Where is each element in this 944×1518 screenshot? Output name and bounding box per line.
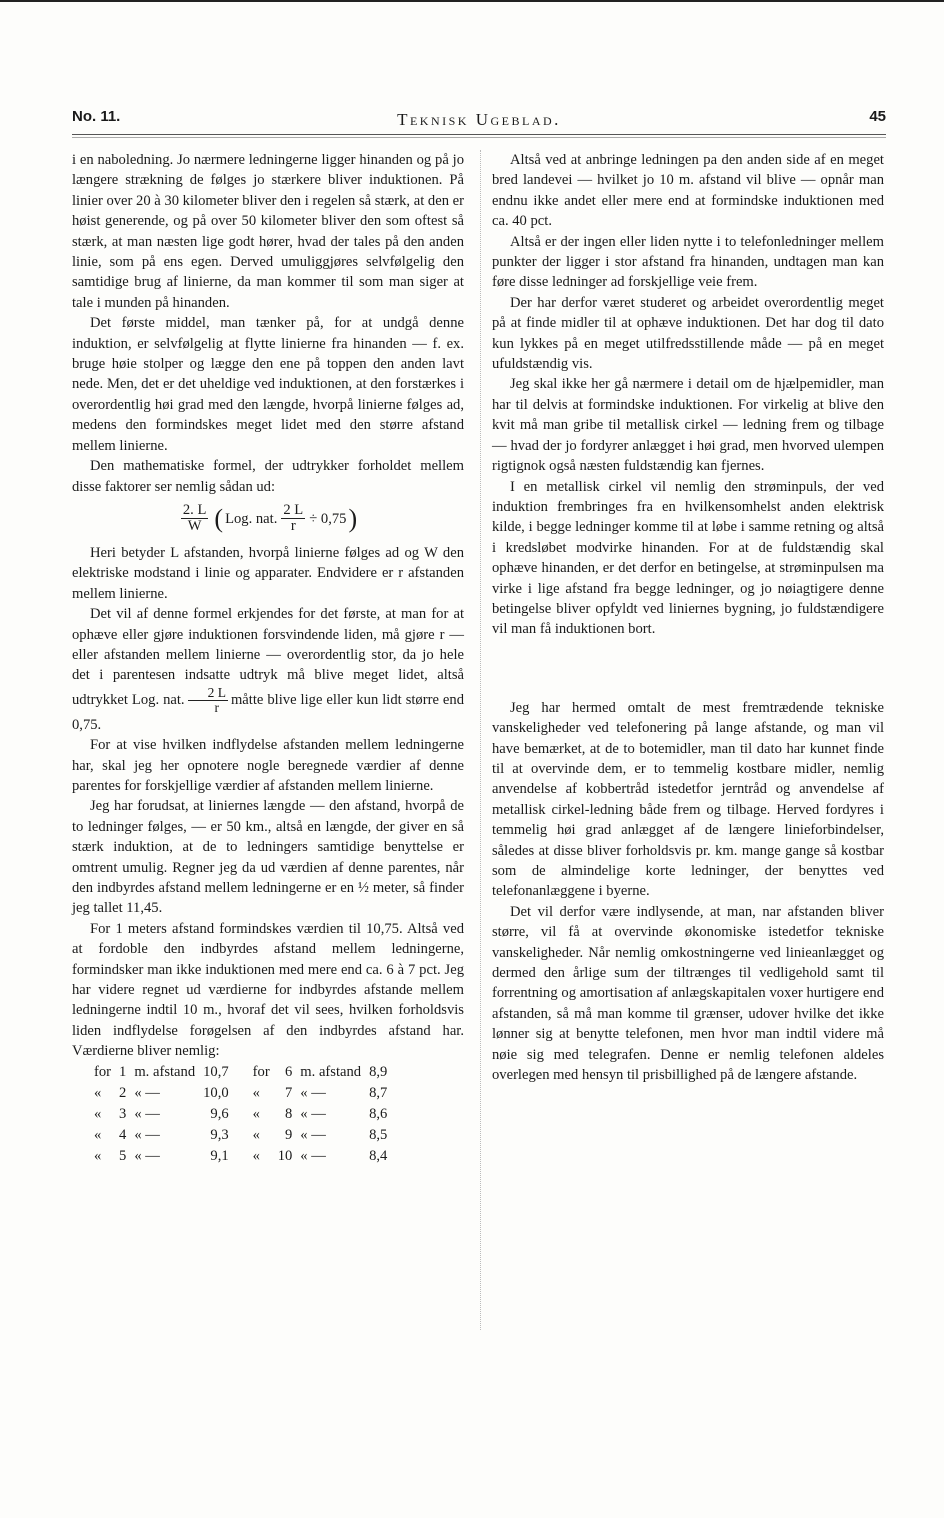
paragraph: Det første middel, man tænker på, for at undgå denne induktion, er selvfølgelig at flytte linierne fra hinanden — f. ex. bruge høie stolper og lægge den ene på toppen den anden lavt nede. Men, det er det uheldige ved induktionen, at den forstærkes i overordentlig høi grad med den længde, hvorpå linierne følges ad, medens den formindskes meget lidet med den større afstand mellem linierne.	[72, 315, 464, 454]
table-cell: « —	[300, 1084, 326, 1101]
table-cell: 2	[119, 1084, 127, 1101]
paragraph: i en naboledning. Jo nærmere ledningerne ligger hinanden og på jo længere strækning de følges jo stærkere bliver induktionen. På linier over 20 à 30 kilometer bliver den i regelen så stærk, at den er høist generende, og på over 50 kilometer bliver den som oftest så stærk, at man næsten lige godt hører, hvad der tales på den anden linie, som på ens egen. Derved umuliggjøres selvfølgelig den samtidige brug af linierne, da man kommer til som man siger at tale i munden på hinanden.	[72, 152, 464, 311]
table-row	[90, 1083, 391, 1104]
table-cell: 7	[285, 1084, 293, 1101]
section-gap	[492, 640, 884, 698]
header-rule	[72, 134, 886, 138]
inline-fraction: $\frac{2 L}{r}$	[188, 686, 228, 715]
table-cell: « —	[134, 1126, 160, 1143]
table-row	[90, 1125, 391, 1146]
table-cell: «	[252, 1105, 260, 1122]
table-cell: 8,7	[369, 1084, 388, 1101]
table-cell: 9,3	[210, 1126, 229, 1143]
page-header	[72, 106, 886, 134]
paragraph: Altså er der ingen eller liden nytte i to telefonledninger mellem punkter der ligger i stor afstand fra hinanden, undtagen man kan føre disse ledninger ad forskjellige veie frem.	[492, 233, 884, 291]
paragraph: Jeg har forudsat, at liniernes længde — den afstand, hvorpå de to ledninger følges, — er 50 km., altså en længde, der giver en så stærk induktion, at de to ledningers samtidige benyttelse er omtrent umulig. Regner jeg da ud værdien af denne parentes, når den indbyrdes afstand mellem ledningerne er en ½ meter, så finder jeg tallet 11,45.	[72, 798, 464, 917]
table-row	[90, 1146, 391, 1167]
paragraph: Jeg skal ikke her gå nærmere i detail om de hjælpemidler, man har til delvis at formindske induktionen. For virkelig at blive den kvit må man gribe til metallisk cirkel — ledning frem og tilbage — hvad der jo fordyrer anlægget i høi grad, men hvorved ulempen rigtignok også næsten fuldstændig kan fjernes.	[492, 376, 884, 475]
paragraph: For at vise hvilken indflydelse afstanden mellem ledningerne har, skal jeg her opnotere nogle beregnede værdier af denne parentes for forskjellige værdier af afstanden mellem linierne.	[72, 737, 464, 794]
right-column	[492, 150, 884, 1085]
table-cell: « —	[134, 1147, 160, 1164]
induction-formula	[72, 499, 464, 539]
paragraph: Det vil derfor være indlysende, at man, nar afstanden bliver større, vil få at overvinde økonomiske istedetfor tekniske vanskeligheder. Når nemlig omkostningerne ved linieanlægget og dermed den årlige sum der tiltrænges til vedligehold samt til forrentning og amortisation af anlægskapitalen voxer hurtigere end afstanden, så må man komme til grænser, udover hvilke det ikke lønner sig at benytte telefonen, men hvor man indtil videre må nøie sig med telegrafen. Denne er nemlig telefonen aldeles overlegen med hensyn til prisbillighed på de længere afstande.	[492, 903, 884, 1084]
table-cell: 3	[119, 1105, 127, 1122]
paragraph: Altså ved at anbringe ledningen pa den anden side af en meget bred landevei — hvilket jo 10 m. afstand vil blive — opnår man endnu ikke andet eller mere end at formindske induktionen med ca. 40 pct.	[492, 152, 884, 230]
table-cell: 8,6	[369, 1105, 388, 1122]
paragraph: Der har derfor været studeret og arbeidet overordentlig meget på at finde midler til at ophæve induktionen. Det har dog til dato kun lykkes på en meget utilfredsstillende måde — på en meget ufuldstændig vis.	[492, 294, 884, 373]
paragraph: For 1 meters afstand formindskes værdien til 10,75. Altså ved at fordoble den indbyrdes afstand mellem ledningerne, formindsker man ikke induktionen med mere end ca. 6 à 7 pct. Jeg har videre regnet ud værdierne for indbyrdes afstande mellem ledningerne indtil 10 m., hvoraf det vil sees, hvilken forholdsvis liden indflydelse forøgelsen af den indbyrdes afstand har. Værdierne bliver nemlig:	[72, 920, 464, 1060]
table-cell: 8,4	[369, 1147, 388, 1164]
table-cell: for	[94, 1063, 112, 1080]
table-cell: 5	[119, 1147, 127, 1164]
table-cell: «	[94, 1084, 102, 1101]
table-cell: 9	[285, 1126, 293, 1143]
table-cell: 10	[277, 1147, 293, 1164]
formula-tail: ÷ 0,75	[309, 510, 347, 527]
formula-log: Log. nat.	[225, 510, 278, 527]
table-cell: «	[252, 1126, 260, 1143]
table-row	[90, 1104, 391, 1125]
table-cell: «	[94, 1105, 102, 1122]
column-divider	[480, 150, 481, 1330]
table-cell: «	[94, 1147, 102, 1164]
table-cell: «	[252, 1147, 260, 1164]
table-cell: 8,5	[369, 1126, 388, 1143]
table-cell: « —	[134, 1105, 160, 1122]
table-cell: 8,9	[369, 1063, 388, 1080]
close-paren: )	[348, 503, 358, 533]
formula-fraction-l-over-r: $\frac{2 L}{r}$	[283, 502, 304, 535]
paragraph: I en metallisk cirkel vil nemlig den strøminpuls, der ved induktion frembringes fra en hvilkensomhelst anden elektrisk kilde, i begge ledninger komme til at løbe i samme retning og altså i kredsløbet modvirke hinanden. For at de fuldstændig skal ophæve hinanden, er det derfor en betingelse, at strøminpulsen ma virke i lige afstand fra begge ledninger, og jo nøiagtigere denne betingelse bliver opfyldt ved liniernes bygning, jo fuldstændigere vil man få induktionen bort.	[492, 478, 884, 638]
journal-title: Teknisk Ugeblad.	[397, 110, 561, 129]
table-cell: m. afstand	[300, 1063, 362, 1080]
paragraph: Heri betyder L afstanden, hvorpå linierne følges ad og W den elektriske modstand i linie og apparater. Endvidere er r afstanden mellem linierne.	[72, 544, 464, 602]
table-cell: m. afstand	[134, 1063, 196, 1080]
paragraph: Det vil af denne formel erkjendes for det første, at man for at ophæve eller gjøre induktionen forsvindende liden, må gjøre r — eller afstanden mellem linierne — overordentlig stor, da jo hele det i parentesen indsatte udtryk må blive meget lidet, altså udtrykket Log. nat. $\frac{2 L}{r}$ måtte blive lige eller kun lidt større end 0,75.	[72, 606, 465, 733]
table-cell: 9,1	[210, 1147, 229, 1164]
formula-fraction-l-over-w: $\frac{2. L}{W}$	[182, 502, 207, 535]
paragraph: Den mathematiske formel, der udtrykker forholdet mellem disse faktorer ser nemlig sådan ud:	[72, 458, 464, 495]
table-cell: 6	[285, 1063, 293, 1080]
table-cell: 9,6	[210, 1105, 229, 1122]
paragraph: Jeg har hermed omtalt de mest fremtrædende tekniske vanskeligheder ved telefonering på lange afstande, og man vil have bemærket, at de to botemidler, man til dato har kunnet finde til at overvinde dem, er to temmelig kostbare midler, nemlig anvendelse af kobbertråd istedetfor jerntråd og anvendelse af metallisk cirkel-ledning både frem og tilbage. Herved fordyres i temmelig høi grad anlægget af de længere linieforbindelser, således at disse bliver forholdsvis pr. km. mange gange så kostbar som de almindelige korte ledninger, der benyttes ved telefonanlæggene i byerne.	[492, 699, 884, 900]
table-cell: «	[252, 1084, 260, 1101]
left-column	[72, 150, 464, 1167]
top-border	[0, 0, 944, 2]
issue-number: No. 11.	[72, 108, 121, 125]
table-cell: « —	[300, 1105, 326, 1122]
values-table	[90, 1062, 391, 1167]
table-cell: 10,7	[203, 1063, 229, 1080]
table-cell: 1	[119, 1063, 127, 1080]
open-paren: (	[214, 503, 224, 533]
table-cell: « —	[134, 1084, 160, 1101]
table-cell: « —	[300, 1147, 326, 1164]
table-cell: 10,0	[203, 1084, 229, 1101]
table-cell: for	[252, 1063, 270, 1080]
table-cell: « —	[300, 1126, 326, 1143]
page-number: 45	[869, 108, 886, 125]
table-row	[90, 1062, 391, 1083]
table-cell: 8	[285, 1105, 293, 1122]
table-cell: 4	[119, 1126, 127, 1143]
table-cell: «	[94, 1126, 102, 1143]
